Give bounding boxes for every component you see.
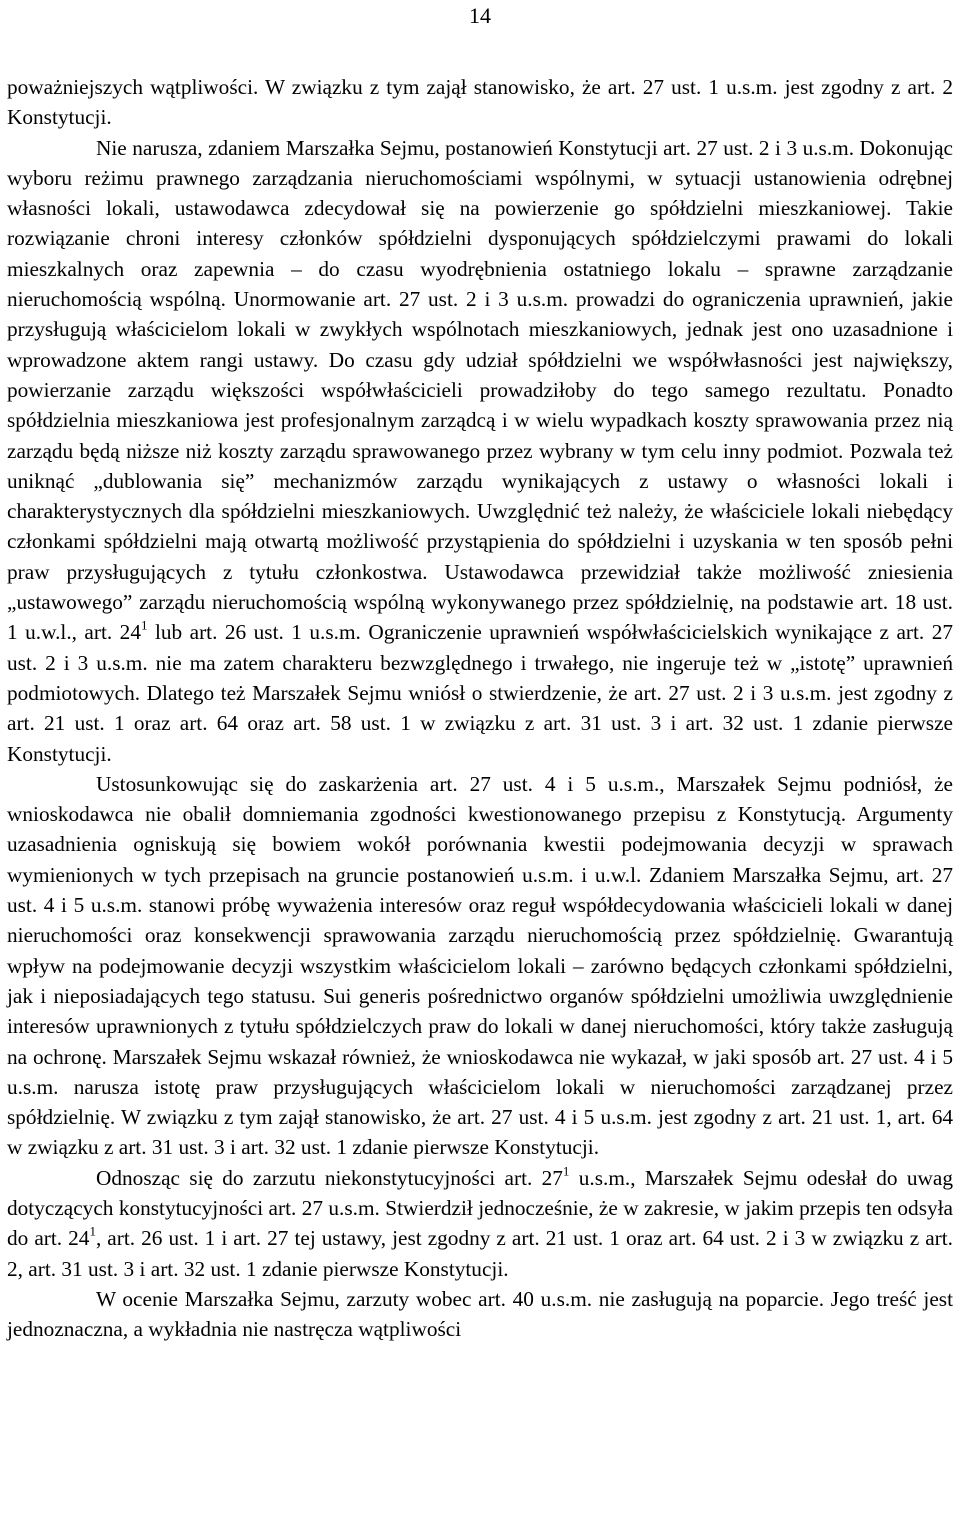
paragraph xyxy=(7,769,953,1163)
superscript: 1 xyxy=(89,1223,96,1239)
paragraph xyxy=(7,1284,953,1345)
paragraph-text: Nie narusza, zdaniem Marszałka Sejmu, postanowień Konstytucji art. 27 ust. 2 i 3 u.s.m. Dokonując wyboru reżimu prawnego zarządzania nieruchomościami wspólnymi, w sytuacji ustanowienia odrębnej własności lokali, ustawodawca zdecydował się na powierzenie go spółdzielni mieszkaniowej. Takie rozwiązanie chroni interesy członków spółdzielni dysponujących spółdzielczymi prawami do lokali mieszkalnych oraz zapewnia – do czasu wyodrębnienia ostatniego lokalu – sprawne zarządzanie nieruchomością wspólną. Unormowanie art. 27 ust. 2 i 3 u.s.m. prowadzi do ograniczenia uprawnień, jakie przysługują właścicielom lokali w zwykłych wspólnotach mieszkaniowych, jednak jest ono uzasadnione i wprowadzone aktem rangi ustawy. Do czasu gdy udział spółdzielni we współwłasności jest największy, powierzanie zarządu większości współwłaścicieli prowadziłoby do tego samego rezultatu. Ponadto spółdzielnia mieszkaniowa jest profesjonalnym zarządcą i w wielu wypadkach koszty sprawowania przez nią zarządu będą niższe niż koszty zarządu sprawowanego przez wybrany w tym celu inny podmiot. Pozwala też uniknąć „dublowania się” mechanizmów zarządu wynikających z ustawy o własności lokali i charakterystycznych dla spółdzielni mieszkaniowych. Uwzględnić też należy, że właściciele lokali niebędący członkami spółdzielni mają otwartą możliwość przystąpienia do spółdzielni i uzyskania w ten sposób pełni praw przysługujących z tytułu członkostwa. Ustawodawca przewidział także możliwość zniesienia „ustawowego” zarządu nieruchomością wspólną wykonywanego przez spółdzielnię, na podstawie art. 18 ust. 1 u.w.l., art. 24 xyxy=(7,135,953,645)
paragraph xyxy=(7,133,953,769)
paragraph-text: poważniejszych wątpliwości. W związku z tym zajął stanowisko, że art. 27 ust. 1 u.s.m. jest zgodny z art. 2 Konstytucji. xyxy=(7,75,953,130)
paragraph xyxy=(7,1163,953,1284)
paragraph xyxy=(7,72,953,133)
paragraph-text: u.s.m., Marszałek Sejmu odesłał do uwag dotyczących konstytucyjności art. 27 u.s.m. Stwierdził jednocześnie, że w zakresie, w jakim przepis ten odsyła do art. 24 xyxy=(7,1165,953,1251)
page-number: 14 xyxy=(469,3,491,28)
paragraph-text: Ustosunkowując się do zaskarżenia art. 27 ust. 4 i 5 u.s.m., Marszałek Sejmu podniósł, że wnioskodawca nie obalił domniemania zgodności kwestionowanego przepisu z Konstytucją. Argumenty uzasadnienia ogniskują się bowiem wokół porównania kwestii podejmowania decyzji w sprawach wymienionych w tych przepisach na gruncie postanowień u.s.m. i u.w.l. Zdaniem Marszałka Sejmu, art. 27 ust. 4 i 5 u.s.m. stanowi próbę wyważenia interesów oraz reguł współdecydowania właścicieli lokali w danej nieruchomości oraz konsekwencji sprawowania zarządu nieruchomością przez spółdzielnię. Gwarantują wpływ na podejmowanie decyzji wszystkim właścicielom lokali – zarówno będących członkami spółdzielni, jak i nieposiadających tego statusu. Sui generis pośrednictwo organów spółdzielni umożliwia uwzględnienie interesów uprawnionych z tytułu spółdzielczych praw do lokali w danej nieruchomości, który także zasługują na ochronę. Marszałek Sejmu wskazał również, że wnioskodawca nie wykazał, w jaki sposób art. 27 ust. 4 i 5 u.s.m. narusza istotę praw przysługujących właścicielom lokali w nieruchomości zarządzanej przez spółdzielnię. W związku z tym zajął stanowisko, że art. 27 ust. 4 i 5 u.s.m. jest zgodny z art. 21 ust. 1, art. 64 w związku z art. 31 ust. 3 i art. 32 ust. 1 zdanie pierwsze Konstytucji. xyxy=(7,771,953,1160)
paragraph-text: lub art. 26 ust. 1 u.s.m. Ograniczenie uprawnień współwłaścicielskich wynikające z art. 27 ust. 2 i 3 u.s.m. nie ma zatem charakteru bezwzględnego i trwałego, nie ingeruje też w „istotę” uprawnień podmiotowych. Dlatego też Marszałek Sejmu wniósł o stwierdzenie, że art. 27 ust. 2 i 3 u.s.m. jest zgodny z art. 21 ust. 1 oraz art. 64 oraz art. 58 ust. 1 w związku z art. 31 ust. 3 i art. 32 ust. 1 zdanie pierwsze Konstytucji. xyxy=(7,620,953,766)
document-body xyxy=(7,72,953,1344)
superscript: 1 xyxy=(140,617,148,633)
superscript: 1 xyxy=(562,1162,570,1178)
paragraph-text: Odnosząc się do zarzutu niekonstytucyjności art. 27 xyxy=(96,1165,563,1190)
paragraph-text: , art. 26 ust. 1 i art. 27 tej ustawy, jest zgodny z art. 21 ust. 1 oraz art. 64 ust. 2 i 3 w związku z art. 2, art. 31 ust. 3 i art. 32 ust. 1 zdanie pierwsze Konstytucji. xyxy=(7,1226,953,1281)
paragraph-text: W ocenie Marszałka Sejmu, zarzuty wobec art. 40 u.s.m. nie zasługują na poparcie. Jego treść jest jednoznaczna, a wykładnia nie nastręcza wątpliwości xyxy=(7,1286,953,1342)
